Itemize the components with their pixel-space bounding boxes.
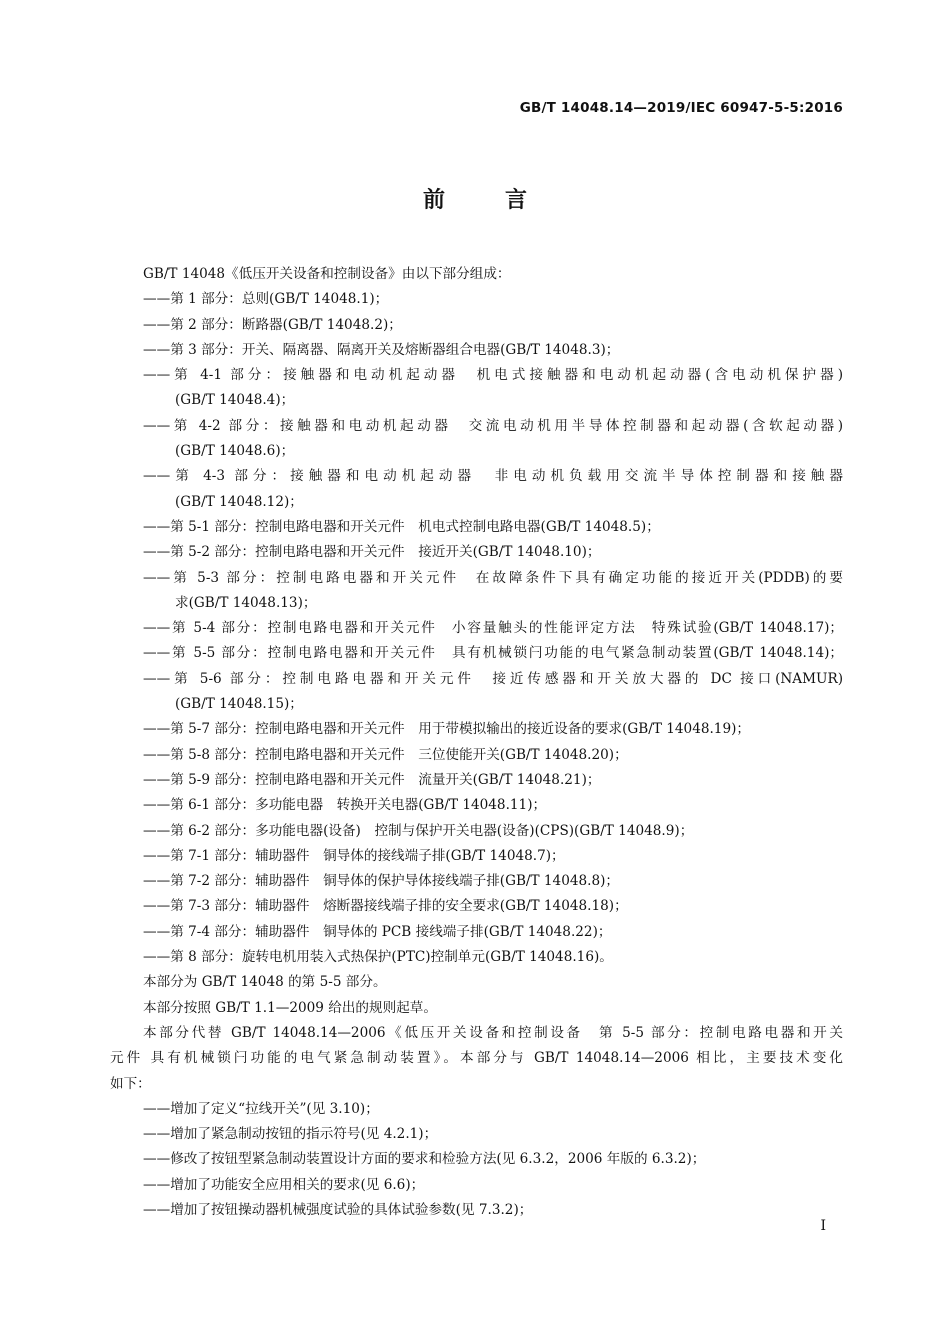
text-line: GB/T 14048《低压开关设备和控制设备》由以下部分组成： bbox=[143, 266, 511, 282]
text-line: ——第 7-1 部分：辅助器件 铜导体的接线端子排(GB/T 14048.7)； bbox=[143, 847, 565, 864]
text-line: 本部分代替 GB/T 14048.14—2006《低压开关设备和控制设备 第 5-5 部分：控制电路电器和开关 bbox=[143, 1024, 843, 1041]
text-line: ——第 7-4 部分：辅助器件 铜导体的 PCB 接线端子排(GB/T 14048.22)； bbox=[143, 923, 612, 940]
text-line: ——第 6-2 部分：多功能电器(设备) 控制与保护开关电器(设备)(CPS)(GB/T 14048.9)； bbox=[143, 822, 694, 839]
page-number: I bbox=[820, 1218, 826, 1234]
text-line: 本部分按照 GB/T 1.1—2009 给出的规则起草。 bbox=[143, 999, 437, 1016]
text-line: 元件 具有机械锁闩功能的电气紧急制动装置》。本部分与 GB/T 14048.14—2006 相比，主要技术变化 bbox=[110, 1050, 843, 1067]
text-line: ——增加了定义“拉线开关”(见 3.10)； bbox=[143, 1100, 379, 1117]
text-line: ——第 5-1 部分：控制电路电器和开关元件 机电式控制电路电器(GB/T 14048.5)； bbox=[143, 518, 660, 535]
text-line: 求(GB/T 14048.13)； bbox=[175, 594, 317, 611]
preface-body bbox=[110, 262, 843, 1223]
text-line: (GB/T 14048.4)； bbox=[175, 392, 295, 409]
page-title bbox=[0, 183, 950, 214]
text-line: ——第 5-4 部分：控制电路电器和开关元件 小容量触头的性能评定方法 特殊试验(GB/T 14048.17)； bbox=[143, 620, 843, 637]
text-line: ——第 5-9 部分：控制电路电器和开关元件 流量开关(GB/T 14048.21)； bbox=[143, 771, 601, 788]
text-line: ——第 4-1 部分：接触器和电动机起动器 机电式接触器和电动机起动器(含电动机保护器) bbox=[143, 367, 843, 384]
text-line: ——第 4-3 部分：接触器和电动机起动器 非电动机负载用交流半导体控制器和接触器 bbox=[143, 468, 843, 485]
text-line: 如下： bbox=[110, 1075, 151, 1092]
text-line: ——第 3 部分：开关、隔离器、隔离开关及熔断器组合电器(GB/T 14048.3)； bbox=[143, 341, 620, 358]
text-line: ——第 5-7 部分：控制电路电器和开关元件 用于带模拟输出的接近设备的要求(GB/T 14048.19)； bbox=[143, 721, 751, 738]
text-line: ——第 5-5 部分：控制电路电器和开关元件 具有机械锁闩功能的电气紧急制动装置(GB/T 14048.14)； bbox=[143, 645, 843, 662]
text-line: ——第 5-2 部分：控制电路电器和开关元件 接近开关(GB/T 14048.10)； bbox=[143, 544, 601, 561]
text-line: ——第 5-8 部分：控制电路电器和开关元件 三位使能开关(GB/T 14048.20)； bbox=[143, 746, 628, 763]
text-line: ——第 7-2 部分：辅助器件 铜导体的保护导体接线端子排(GB/T 14048.8)； bbox=[143, 873, 620, 890]
title-char-1: 前 bbox=[422, 188, 445, 213]
text-line: ——第 6-1 部分：多功能电器 转换开关电器(GB/T 14048.11)； bbox=[143, 797, 547, 814]
text-line: ——增加了按钮操动器机械强度试验的具体试验参数(见 7.3.2)； bbox=[143, 1201, 533, 1218]
text-line: ——第 1 部分：总则(GB/T 14048.1)； bbox=[143, 291, 389, 308]
text-line: ——增加了紧急制动按钮的指示符号(见 4.2.1)； bbox=[143, 1126, 438, 1143]
text-line: (GB/T 14048.15)； bbox=[175, 696, 303, 713]
text-line: ——第 5-3 部分：控制电路电器和开关元件 在故障条件下具有确定功能的接近开关(PDDB)的要 bbox=[143, 569, 843, 586]
text-line: ——第 8 部分：旋转电机用装入式热保护(PTC)控制单元(GB/T 14048.16)。 bbox=[143, 949, 613, 966]
title-char-2: 言 bbox=[505, 188, 528, 213]
text-line: ——修改了按钮型紧急制动装置设计方面的要求和检验方法(见 6.3.2，2006 年版的 6.3.2)； bbox=[143, 1151, 706, 1168]
text-line: (GB/T 14048.12)； bbox=[175, 493, 303, 510]
text-line: ——第 7-3 部分：辅助器件 熔断器接线端子排的安全要求(GB/T 14048.18)； bbox=[143, 898, 628, 915]
text-line: ——第 5-6 部分：控制电路电器和开关元件 接近传感器和开关放大器的 DC 接口(NAMUR) bbox=[143, 670, 843, 687]
text-line: 本部分为 GB/T 14048 的第 5-5 部分。 bbox=[143, 974, 387, 991]
text-line: ——第 2 部分：断路器(GB/T 14048.2)； bbox=[143, 316, 402, 333]
text-line: ——第 4-2 部分：接触器和电动机起动器 交流电动机用半导体控制器和起动器(含软起动器) bbox=[143, 417, 843, 434]
text-line: (GB/T 14048.6)； bbox=[175, 443, 295, 460]
standard-code-header: GB/T 14048.14—2019/IEC 60947-5-5:2016 bbox=[519, 100, 843, 116]
text-line: ——增加了功能安全应用相关的要求(见 6.6)； bbox=[143, 1176, 425, 1193]
